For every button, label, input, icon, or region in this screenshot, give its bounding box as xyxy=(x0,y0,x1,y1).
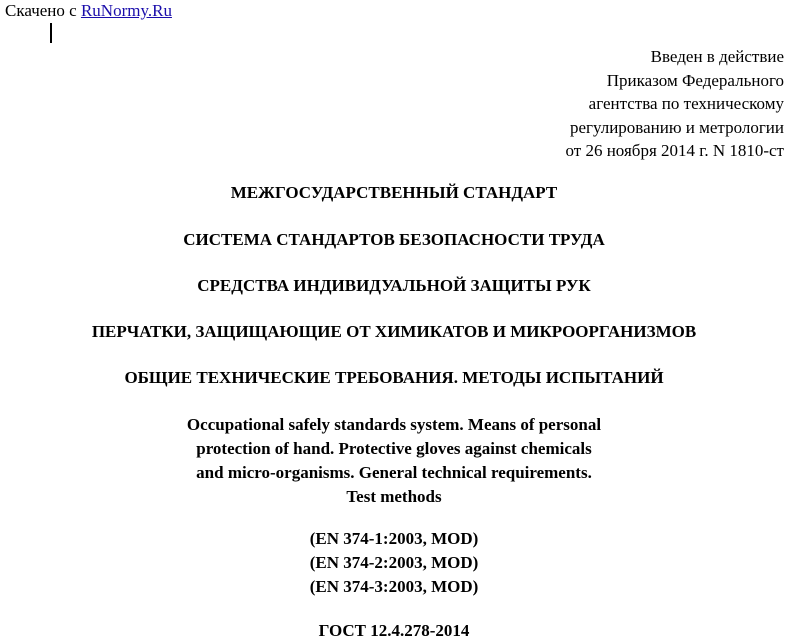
english-title-line: Occupational safely standards system. Means of personal xyxy=(186,415,602,434)
text-caret xyxy=(50,23,52,43)
enactment-line: от 26 ноября 2014 г. N 1810-ст xyxy=(565,141,784,160)
enactment-line: Приказом Федерального xyxy=(606,70,784,90)
en-references xyxy=(0,527,788,599)
heading-gloves: ПЕРЧАТКИ, ЗАЩИЩАЮЩИЕ ОТ ХИМИКАТОВ И МИКРООРГАНИЗМОВ xyxy=(91,322,697,341)
enactment-line: агентства по техническому xyxy=(588,94,784,113)
source-link[interactable]: RuNormy.Ru xyxy=(80,1,172,20)
english-title-line: and micro-organisms. General technical requirements. xyxy=(196,463,592,482)
en-reference: (EN 374-2:2003, MOD) xyxy=(309,553,479,572)
english-title xyxy=(0,413,788,509)
heading-interstate-standard: МЕЖГОСУДАРСТВЕННЫЙ СТАНДАРТ xyxy=(230,183,558,202)
heading-system: СИСТЕМА СТАНДАРТОВ БЕЗОПАСНОСТИ ТРУДА xyxy=(183,230,605,249)
enactment-note xyxy=(566,45,785,163)
enactment-line: регулированию и метрологии xyxy=(569,117,784,137)
english-title-line: protection of hand. Protective gloves against chemicals xyxy=(196,439,592,458)
heading-requirements: ОБЩИЕ ТЕХНИЧЕСКИЕ ТРЕБОВАНИЯ. МЕТОДЫ ИСПЫТАНИЙ xyxy=(124,368,664,387)
source-prefix: Скачено с xyxy=(5,1,81,20)
heading-means: СРЕДСТВА ИНДИВИДУАЛЬНОЙ ЗАЩИТЫ РУК xyxy=(197,276,591,295)
english-title-line: Test methods xyxy=(346,487,442,506)
en-reference: (EN 374-3:2003, MOD) xyxy=(309,577,479,596)
gost-number: ГОСТ 12.4.278-2014 xyxy=(318,621,470,640)
en-reference: (EN 374-1:2003, MOD) xyxy=(309,529,479,548)
source-line xyxy=(5,0,172,22)
enactment-line: Введен в действие xyxy=(650,47,784,66)
